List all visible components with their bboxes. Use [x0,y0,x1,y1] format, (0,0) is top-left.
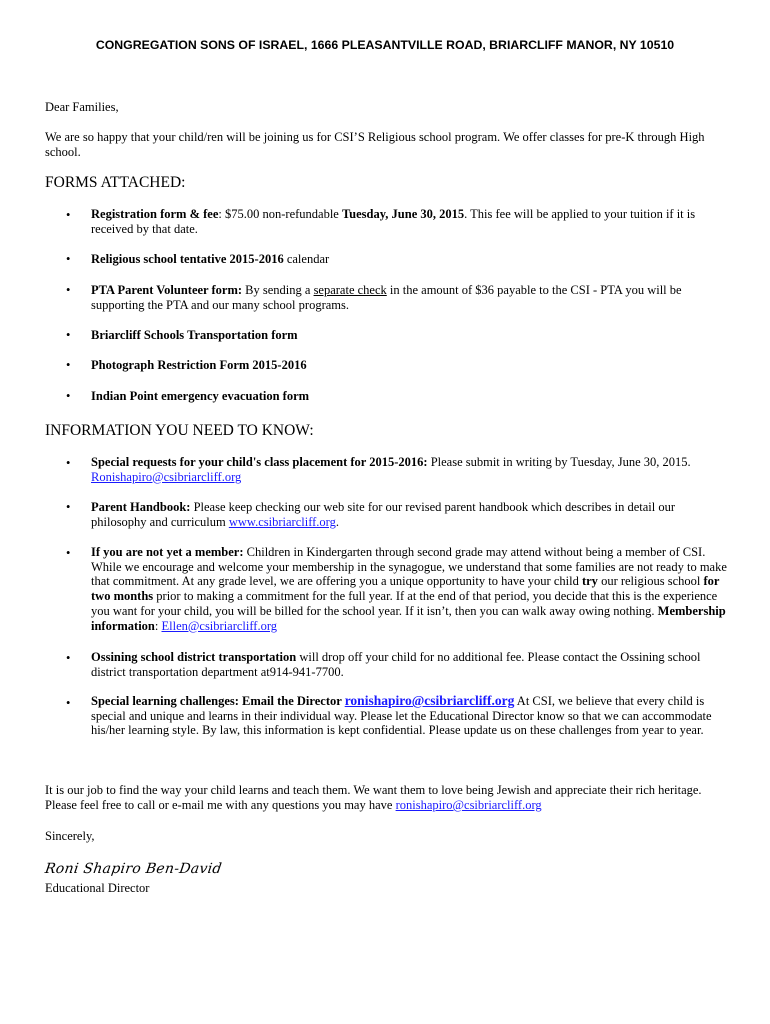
info-heading: INFORMATION YOU NEED TO KNOW: [45,422,314,439]
info-text: prior to making a commitment for the full year. If at the end of that period, you decide that this is the experience you want for your child, you will be billed for the school year. If it isn’t, then you can walk away owing nothing. [91,589,718,618]
form-name: Briarcliff Schools Transportation form [91,328,298,342]
bullet-icon: • [66,328,71,342]
underlined-text: separate check [313,283,387,297]
list-item [91,283,731,312]
email-link[interactable]: ronishapiro@csibriarcliff.org [395,798,542,812]
list-item [91,545,731,633]
form-name: PTA Parent Volunteer form: [91,283,243,297]
intro-paragraph: We are so happy that your child/ren will be joining us for CSI’S Religious school program. We offer classes for pre-K through High school. [45,130,705,159]
list-item [91,389,731,404]
info-text: will drop off your child for no additional fee. Please contact the Ossining school district transportation department at914-941-7700. [91,650,701,679]
salutation: Dear Families, [45,100,119,114]
info-text: Please submit in writing by Tuesday, June 30, 2015. [427,455,691,469]
bullet-icon: • [66,696,71,710]
email-link[interactable]: Ellen@csibriarcliff.org [161,618,278,633]
emphasis-text: for two months [91,574,720,604]
form-name: Registration form & fee [91,207,219,221]
bullet-icon: • [66,651,71,665]
signature: Roni Shapiro Ben-David [43,861,223,877]
form-name: Indian Point emergency evacuation form [91,389,310,403]
emphasis-text: try [581,574,598,589]
email-link[interactable]: Ronishapiro@csibriarcliff.org [91,469,242,484]
form-text: : $75.00 non-refundable [218,207,342,221]
forms-heading: FORMS ATTACHED: [45,174,186,191]
info-text: At CSI, we believe that every child is special and unique and learns in their individual way. Please let the Educational Director know so that we can accommodate his/her learning style. By law, this information is kept confidential. Please update us on these challenges from year to year. [91,694,712,738]
list-item [91,455,731,484]
info-title: Ossining school district transportation [91,650,297,664]
info-text: Please keep checking our web site for our revised parent handbook which describes in detail our philosophy and curriculum [91,500,676,529]
bullet-icon: • [66,546,71,560]
list-item [91,694,731,738]
form-name: Photograph Restriction Form 2015-2016 [91,358,307,372]
form-text: By sending a [242,283,314,297]
bullet-icon: • [66,252,71,266]
closing-paragraph [45,783,730,813]
form-text: in the amount of $36 payable to the CSI - PTA you will be supporting the PTA and our many school programs. [91,283,682,312]
bullet-icon: • [66,283,71,297]
info-text: Children in Kindergarten through second grade may attend without being a member of CSI. While we encourage and welcome your membership in the synagogue, we understand that some families are not ready to make that commitment. At any grade level, we are offering you a unique opportunity to have your child [91,545,727,589]
bullet-icon: • [66,358,71,372]
emphasis-text: Membership information [91,603,726,633]
list-item [91,650,731,679]
closing-text: It is our job to find the way your child learns and teach them. We want them to love being Jewish and appreciate their rich heritage. Please feel free to call or e-mail me with any questions you may have [45,783,702,812]
bullet-icon: • [66,208,71,222]
form-text: . This fee will be applied to your tuition if it is received by that date. [91,207,696,236]
info-title: Special requests for your child's class placement for 2015-2016: [91,455,428,469]
info-text: our religious school [597,574,704,589]
website-link[interactable]: www.csibriarcliff.org [228,514,336,529]
form-text: calendar [283,252,330,266]
list-item [91,252,731,267]
info-text: . [335,514,339,529]
letterhead: CONGREGATION SONS OF ISRAEL, 1666 PLEASANTVILLE ROAD, BRIARCLIFF MANOR, NY 10510 [95,38,675,52]
sincerely: Sincerely, [45,829,95,843]
info-text: : [154,618,162,633]
signer-title: Educational Director [45,881,150,895]
info-title: Special learning challenges: Email the Director [91,694,345,708]
bullet-icon: • [66,456,71,470]
list-item [91,358,731,373]
info-title: Parent Handbook: [91,500,191,514]
list-item [91,328,731,343]
deadline-date: Tuesday, June 30, 2015 [341,207,465,221]
bullet-icon: • [66,389,71,403]
info-title: If you are not yet a member: [91,545,244,559]
form-name: Religious school tentative 2015-2016 [91,252,284,266]
bullet-icon: • [66,500,71,514]
email-link[interactable]: ronishapiro@csibriarcliff.org [344,693,515,708]
list-item [91,500,731,529]
list-item [91,207,731,236]
